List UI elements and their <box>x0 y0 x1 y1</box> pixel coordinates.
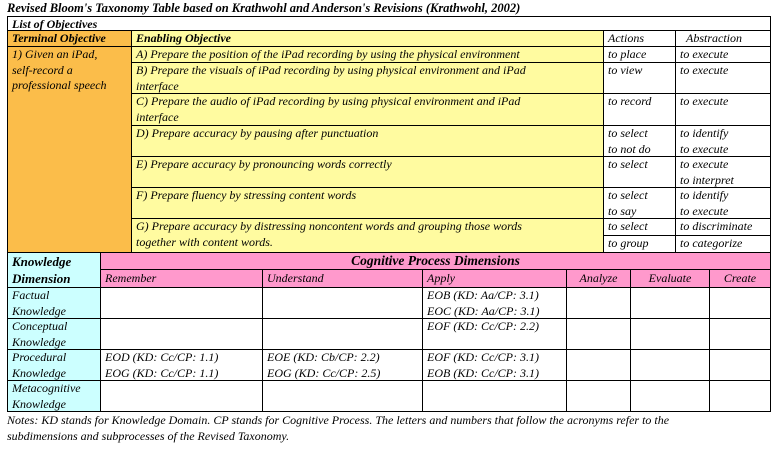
enabling-objective-g-line: G) Prepare accuracy by distressing noncontent words and grouping those words <box>136 219 522 233</box>
enabling-objective-d-line: D) Prepare accuracy by pausing after punctuation <box>136 126 379 140</box>
actions-cell-line: to place <box>608 47 647 61</box>
knowledge-row-label-line: Knowledge <box>12 365 66 380</box>
knowledge-dimension-header-line: Knowledge <box>12 254 72 269</box>
taxonomy-cell-line: EOC (KD: Aa/CP: 3.1) <box>427 303 540 318</box>
abstraction-cell <box>675 156 771 188</box>
terminal-objective-header <box>7 30 132 47</box>
actions-cell-line: to group <box>608 236 649 250</box>
actions-header <box>603 30 676 47</box>
actions-cell-line: to view <box>608 63 643 77</box>
column-header-understand <box>262 269 423 288</box>
column-header-evaluate-line: Evaluate <box>648 271 692 285</box>
terminal-objective-line: professional speech <box>12 78 107 92</box>
taxonomy-cell <box>422 380 567 412</box>
taxonomy-cell <box>262 287 423 319</box>
notes-line-1: Notes: KD stands for Knowledge Domain. CP stands for Cognitive Process. The letters and numbers that follow the acronyms refer to the <box>7 413 670 427</box>
taxonomy-cell <box>630 380 710 412</box>
actions-cell <box>603 218 676 236</box>
actions-cell-line: to select <box>608 219 648 233</box>
abstraction-cell <box>675 218 771 236</box>
taxonomy-cell <box>262 318 423 350</box>
enabling-objective-b-line: interface <box>136 78 179 93</box>
knowledge-row-label-line: Knowledge <box>12 334 66 349</box>
actions-cell-line: to select <box>608 126 648 140</box>
actions-header-line: Actions <box>608 31 644 45</box>
taxonomy-cell <box>262 349 423 381</box>
column-header-analyze-line: Analyze <box>579 271 618 285</box>
enabling-objective-e <box>131 156 604 188</box>
enabling-objective-c-line: interface <box>136 109 179 124</box>
taxonomy-cell <box>100 380 263 412</box>
taxonomy-cell-line: EOE (KD: Cb/CP: 2.2) <box>267 350 380 364</box>
taxonomy-cell <box>709 287 771 319</box>
taxonomy-cell <box>100 287 263 319</box>
list-of-objectives-label <box>7 16 771 31</box>
taxonomy-cell <box>630 287 710 319</box>
knowledge-row-label <box>7 380 101 412</box>
abstraction-cell-line: to categorize <box>680 236 743 250</box>
taxonomy-cell <box>709 349 771 381</box>
enabling-objective-c-line: C) Prepare the audio of iPad recording by using physical environment and iPad <box>136 94 521 108</box>
knowledge-row-label-line: Knowledge <box>12 303 66 318</box>
actions-cell <box>603 125 676 157</box>
abstraction-cell-line: to execute <box>680 47 729 61</box>
enabling-objective-header <box>131 30 604 47</box>
actions-cell <box>603 62 676 94</box>
enabling-objective-e-line: E) Prepare accuracy by pronouncing words correctly <box>136 157 392 171</box>
actions-cell-line: to select <box>608 157 648 171</box>
terminal-objective-header-line: Terminal Objective <box>12 31 106 45</box>
column-header-apply <box>422 269 567 288</box>
enabling-objective-c <box>131 93 604 126</box>
column-header-evaluate <box>630 269 710 288</box>
enabling-objective-b <box>131 62 604 94</box>
abstraction-cell <box>675 62 771 94</box>
abstraction-cell-line: to execute <box>680 141 729 156</box>
abstraction-cell <box>675 93 771 126</box>
actions-cell <box>603 46 676 63</box>
enabling-objective-d <box>131 125 604 157</box>
column-header-create <box>709 269 771 288</box>
knowledge-row-label-line: Metacognitive <box>12 381 81 395</box>
taxonomy-cell <box>422 349 567 381</box>
enabling-objective-a-line: A) Prepare the position of the iPad recording by using the physical environment <box>136 47 520 61</box>
abstraction-cell-line: to identify <box>680 126 729 140</box>
column-header-remember-line: Remember <box>105 271 157 285</box>
taxonomy-cell <box>709 380 771 412</box>
abstraction-cell-line: to execute <box>680 63 729 77</box>
abstraction-cell <box>675 235 771 253</box>
enabling-objective-header-line: Enabling Objective <box>136 31 231 45</box>
taxonomy-cell <box>100 349 263 381</box>
cognitive-process-header-line: Cognitive Process Dimensions <box>351 253 520 268</box>
actions-cell <box>603 156 676 188</box>
taxonomy-cell <box>566 287 631 319</box>
taxonomy-cell <box>566 318 631 350</box>
column-header-analyze <box>566 269 631 288</box>
taxonomy-cell <box>630 318 710 350</box>
terminal-objective-line: self-record a <box>12 62 73 77</box>
knowledge-row-label-line: Knowledge <box>12 396 66 411</box>
taxonomy-cell <box>422 287 567 319</box>
enabling-objective-b-line: B) Prepare the visuals of iPad recording by using physical environment and iPad <box>136 63 526 77</box>
taxonomy-cell-line: EOB (KD: Aa/CP: 3.1) <box>427 288 539 302</box>
abstraction-header <box>675 30 771 47</box>
taxonomy-cell <box>262 380 423 412</box>
actions-cell <box>603 93 676 126</box>
enabling-objective-g <box>131 218 604 253</box>
terminal-objective-line: 1) Given an iPad, <box>12 47 98 61</box>
list-of-objectives-label-line: List of Objectives <box>12 17 98 31</box>
enabling-objective-g-line: together with content words. <box>136 234 273 249</box>
column-header-create-line: Create <box>723 271 757 285</box>
enabling-objective-f-line: F) Prepare fluency by stressing content words <box>136 188 357 202</box>
taxonomy-cell-line: EOD (KD: Cc/CP: 1.1) <box>105 350 219 364</box>
knowledge-dimension-header <box>7 252 101 288</box>
document-title: Revised Bloom's Taxonomy Table based on Krathwohl and Anderson's Revisions (Krathwohl, 2002) <box>7 1 521 15</box>
taxonomy-cell <box>630 349 710 381</box>
abstraction-cell-line: to interpret <box>680 172 734 187</box>
taxonomy-cell-line: EOF (KD: Cc/CP: 2.2) <box>427 319 539 333</box>
knowledge-row-label <box>7 318 101 350</box>
abstraction-cell <box>675 125 771 157</box>
knowledge-dimension-header-line: Dimension <box>12 271 71 286</box>
abstraction-cell-line: to discriminate <box>680 219 753 233</box>
column-header-remember <box>100 269 263 288</box>
taxonomy-cell-line: EOG (KD: Cc/CP: 2.5) <box>267 365 381 380</box>
knowledge-row-label-line: Factual <box>12 288 50 302</box>
actions-cell-line: to record <box>608 94 652 108</box>
enabling-objective-f <box>131 187 604 219</box>
actions-cell <box>603 187 676 219</box>
abstraction-cell-line: to execute <box>680 94 729 108</box>
column-header-apply-line: Apply <box>427 271 455 285</box>
knowledge-row-label <box>7 287 101 319</box>
taxonomy-cell-line: EOG (KD: Cc/CP: 1.1) <box>105 365 219 380</box>
actions-cell-line: to say <box>608 203 637 218</box>
cognitive-process-header <box>100 252 771 270</box>
abstraction-cell-line: to execute <box>680 157 729 171</box>
actions-cell <box>603 235 676 253</box>
taxonomy-cell <box>100 318 263 350</box>
taxonomy-cell <box>566 380 631 412</box>
abstraction-header-line: Abstraction <box>686 31 742 45</box>
enabling-objective-a <box>131 46 604 63</box>
actions-cell-line: to not do <box>608 141 651 156</box>
abstraction-cell <box>675 46 771 63</box>
knowledge-row-label-line: Conceptual <box>12 319 68 333</box>
taxonomy-cell <box>566 349 631 381</box>
knowledge-row-label <box>7 349 101 381</box>
abstraction-cell <box>675 187 771 219</box>
notes <box>7 412 777 444</box>
notes-line-2: subdimensions and subprocesses of the Revised Taxonomy. <box>7 429 290 443</box>
abstraction-cell-line: to identify <box>680 188 729 202</box>
abstraction-cell-line: to execute <box>680 203 729 218</box>
knowledge-row-label-line: Procedural <box>12 350 67 364</box>
terminal-objective <box>7 46 132 253</box>
actions-cell-line: to select <box>608 188 648 202</box>
taxonomy-cell <box>709 318 771 350</box>
column-header-understand-line: Understand <box>267 271 324 285</box>
taxonomy-cell <box>422 318 567 350</box>
taxonomy-cell-line: EOB (KD: Cc/CP: 3.1) <box>427 365 539 380</box>
taxonomy-cell-line: EOF (KD: Cc/CP: 3.1) <box>427 350 539 364</box>
